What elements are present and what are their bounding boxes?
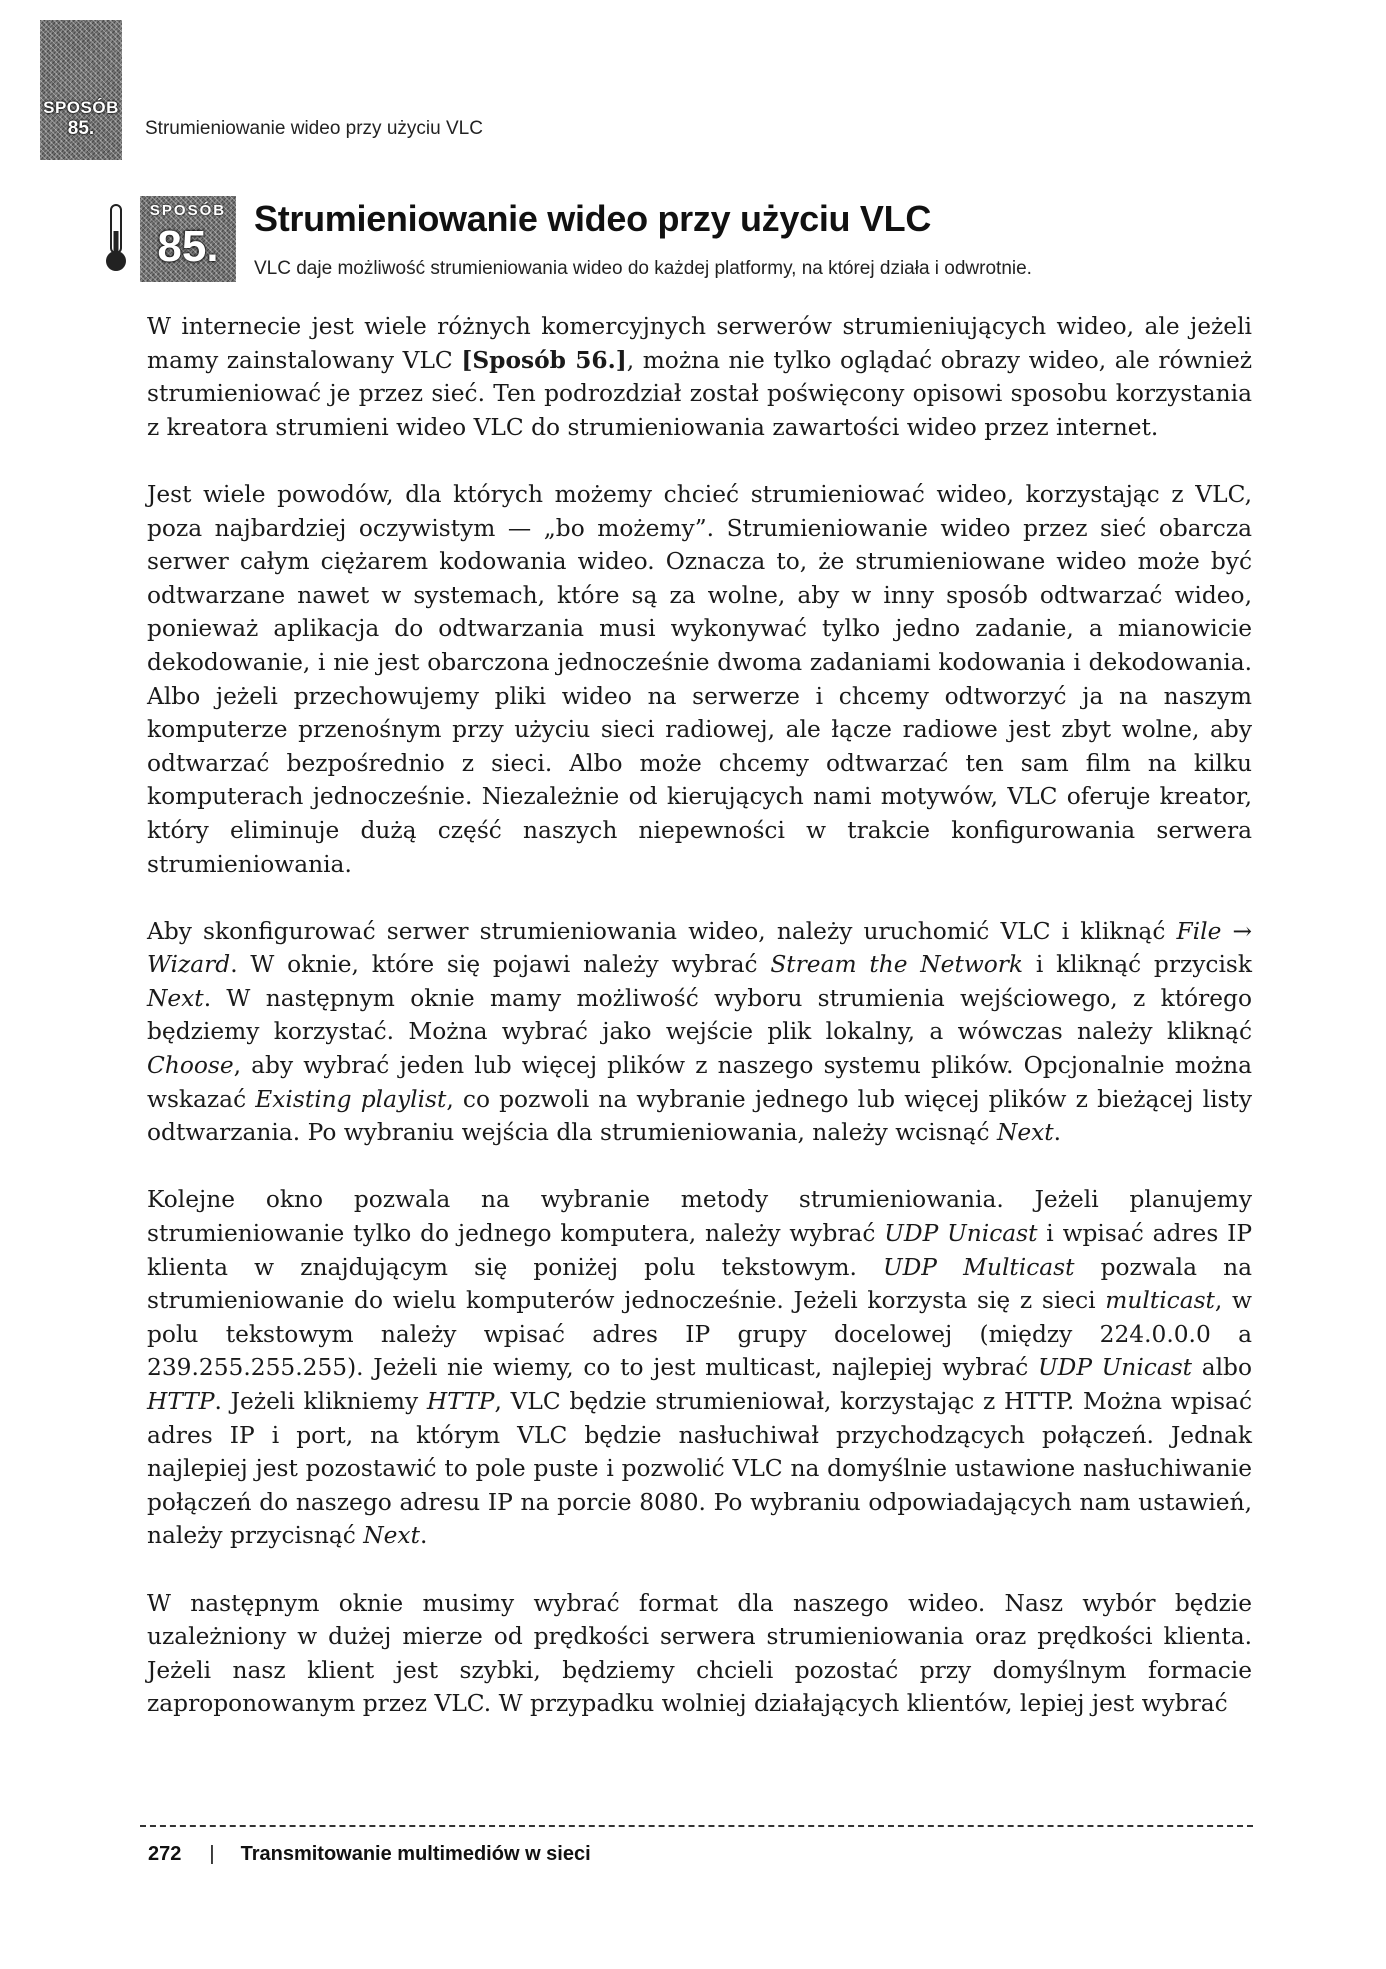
thermometer-icon [104,203,128,273]
paragraph [147,1587,1252,1721]
page-footer [148,1843,591,1866]
section-title: Strumieniowanie wideo przy użyciu VLC [254,198,932,239]
running-header-badge [40,20,122,160]
text-run: , aby wybrać jeden lub więcej plików z naszego systemu plików. Opcjonalnie można wskazać [147,1052,1252,1113]
ui-term: UDP Unicast [1038,1354,1193,1382]
ui-term: HTTP [426,1388,495,1415]
ui-term: multicast [1105,1287,1215,1315]
section-badge-word: SPOSÓB [149,202,227,219]
page-number: 272 [148,1843,182,1865]
body-text [147,310,1252,1755]
paragraph [147,478,1252,881]
ui-term: UDP Unicast [884,1220,1038,1248]
text-run: i wpisać adres IP klienta w znajdującym się poniżej polu tekstowym. [147,1220,1252,1281]
footer-divider [140,1825,1253,1827]
text-run: Aby skonfigurować serwer strumieniowania wideo, należy uruchomić VLC i kliknąć [147,917,1177,945]
text-run: albo [1192,1354,1252,1382]
text-run: , można nie tylko oglądać obrazy wideo, ale również strumieniować je przez sieć. Ten podrozdział został poświęcony opisowi sposobu korzystania z kreatora strumieni wideo VLC do strumieniowania zawartości wideo przez internet. [147,346,1252,441]
paragraph [147,1183,1252,1553]
running-header-title: Strumieniowanie wideo przy użyciu VLC [145,118,483,139]
ui-term: Next [363,1522,420,1550]
section-badge [140,196,236,282]
ui-term: Stream the Network [770,951,1024,979]
chapter-title: Transmitowanie multimediów w sieci [240,1843,591,1865]
ui-term: HTTP [147,1388,215,1415]
text-run: . [1053,1119,1062,1147]
ui-term: File → Wizard [147,917,1252,979]
text-run: pozwala na strumieniowanie do wielu komputerów jednocześnie. Jeżeli korzysta się z sieci [147,1253,1252,1315]
section-badge-number: 85. [157,222,219,271]
footer-separator: | [209,1843,215,1865]
text-run: W następnym oknie musimy wybrać format dla naszego wideo. Nasz wybór będzie uzależniony w dużej mierze od prędkości serwera strumieniowania oraz prędkości klienta. Jeżeli nasz klient jest szybki, będziemy chcieli pozostać przy domyślnym formacie zaproponowanym przez VLC. W przypadku wolniej działających klientów, lepiej jest wybrać [147,1589,1252,1718]
text-run: Kolejne okno pozwala na wybranie metody strumieniowania. Jeżeli planujemy strumieniowanie tylko do jednego komputera, należy wybrać [147,1186,1252,1248]
ui-term: UDP Multicast [883,1253,1075,1281]
text-run: . Jeżeli klikniemy [214,1388,427,1415]
text-run: . W następnym oknie mamy możliwość wyboru strumienia wejściowego, z którego będziemy korzystać. Można wybrać jako wejście plik lokalny, a wówczas należy kliknąć [147,984,1252,1046]
ui-term: Existing playlist [255,1085,447,1113]
text-run: i kliknąć przycisk [1023,951,1252,979]
ui-term: Next [147,984,204,1012]
running-header-badge-number: 85. [67,118,95,139]
cross-reference: [Sposób 56.] [461,346,627,374]
text-run: W internecie jest wiele różnych komercyjnych serwerów strumieniujących wideo, ale jeżeli mamy zainstalowany VLC [147,313,1252,374]
text-run: , VLC będzie strumieniował, korzystając z HTTP. Można wpisać adres IP i port, na którym VLC będzie nasłuchiwał przychodzących połączeń. Jednak najlepiej jest pozostawić to pole puste i pozwolić VLC na domyślnie ustawione nasłuchiwanie połączeń do naszego adresu IP na porcie 8080. Po wybraniu odpowiadających nam ustawień, należy przycisnąć [147,1388,1252,1550]
ui-term: Choose [147,1052,234,1080]
text-run: , co pozwoli na wybranie jednego lub więcej plików z bieżącej listy odtwarzania. Po wybraniu wejścia dla strumieniowania, należy wcisnąć [147,1085,1252,1147]
text-run: . [419,1522,428,1550]
running-header-badge-word: SPOSÓB [43,98,119,117]
text-run: . W oknie, które się pojawi należy wybrać [230,951,771,979]
ui-term: Next [996,1119,1054,1147]
section-subtitle: VLC daje możliwość strumieniowania wideo do każdej platformy, na której działa i odwrotnie. [254,258,1032,279]
text-run: , w polu tekstowym należy wpisać adres IP grupy docelowej (między 224.0.0.0 a 239.255.255.255). Jeżeli nie wiemy, co to jest multicast, najlepiej wybrać [147,1287,1252,1382]
paragraph [147,310,1252,444]
paragraph [147,915,1252,1150]
text-run: Jest wiele powodów, dla których możemy chcieć strumieniować wideo, korzystając z VLC, poza najbardziej oczywistym — „bo możemy”. Strumieniowanie wideo przez sieć obarcza serwer całym ciężarem kodowania wideo. Oznacza to, że strumieniowane wideo może być odtwarzane nawet w systemach, które są za wolne, aby w inny sposób odtwarzać wideo, ponieważ aplikacja do odtwarzania musi wykonywać tylko jedno zadanie, a mianowicie dekodowanie, i nie jest obarczona jednocześnie dwoma zadaniami kodowania i dekodowania. Albo jeżeli przechowujemy pliki wideo na serwerze i chcemy odtworzyć ja na naszym komputerze przenośnym przy użyciu sieci radiowej, ale łącze radiowe jest zbyt wolne, aby odtwarzać bezpośrednio z sieci. Albo może chcemy odtwarzać ten sam film na kilku komputerach jednocześnie. Niezależnie od kierujących nami motywów, VLC oferuje kreator, który eliminuje dużą część naszych niepewności w trakcie konfigurowania serwera strumieniowania. [147,480,1252,878]
